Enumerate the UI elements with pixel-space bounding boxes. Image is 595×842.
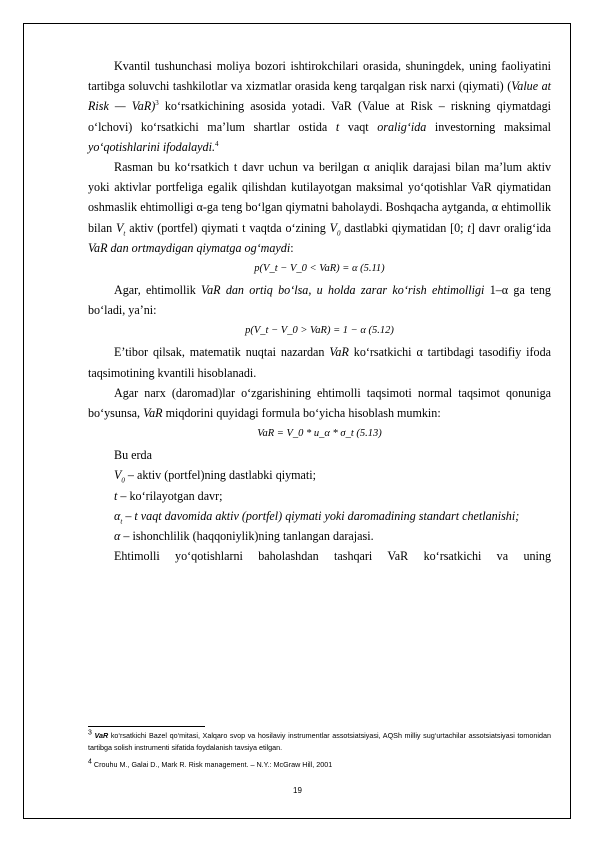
definition-v0: $V_0$ – aktiv (portfel)ning dastlabki qiymati; <box>114 468 316 485</box>
paragraph-3: Agar, ehtimollik VaR dan ortiq bo‘lsa, u holda zarar ko‘rish ehtimolligi 1–α ga teng bo‘ladi, ya’ni: <box>88 283 551 318</box>
page-number: 19 <box>293 786 302 795</box>
footnote-rule <box>88 726 205 727</box>
definition-alpha: α – ishonchlilik (haqqoniylik)ning tanlangan darajasi. <box>114 529 374 544</box>
paragraph-1: Kvantil tushunchasi moliya bozori ishtirokchilari orasida, shuningdek, uning faoliyatini tartibga soluvchi tashkilotlar va xizmatlar orasida keng tarqalgan risk narxi (qiymati) (Value at Risk — VaR)$^3$ ko‘rsatkichining asosida yotadi. VaR (Value at Risk – riskning qiymatdagi o‘lchovi) ko‘rsatkichi ma’lum shartlar ostida t vaqt oralig‘ida investorning maksimal yo‘qotishlarini ifodalaydi.$^4$ <box>88 59 552 154</box>
footnote-3: $^3$ VaR ko‘rsatkichi Bazel qo‘mitasi, Xalqaro svop va hosilaviy instrumentlar assotsiatsiyasi, AQSh milliy sug‘urtachilar assotsiatsiyasi tomonidan tartibga solish instrumenti sifatida foydalanish tavsiya etilgan. <box>88 729 551 752</box>
footnote-4: $^4$ Crouhu M., Galai D., Mark R. Risk management. – N.Y.: McGraw Hill, 2001 <box>88 758 333 769</box>
paragraph-4: E’tibor qilsak, matematik nuqtai nazardan VaR ko‘rsatkichi α tartibdagi tasodifiy ifoda taqsimotining kvantili hisoblanadi. <box>88 345 552 380</box>
definition-t: t – ko‘rilayotgan davr; <box>114 488 223 503</box>
paragraph-5: Agar narx (daromad)lar o‘zgarishining ehtimolli taqsimoti normal taqsimot qonuniga bo‘ysunsa, VaR miqdorini quyidagi formula bo‘yicha hisoblash mumkin: <box>88 385 551 421</box>
paragraph-2: Rasman bu ko‘rsatkich t davr uchun va berilgan α aniqlik darajasi bilan ma’lum aktiv yoki aktivlar portfeliga egalik qilishdan kutilayotgan maksimal yo‘qotishlar VaR qiymatidan oshmaslik ehtimolligi α-ga teng bo‘lgan qiymatni baholaydi. Boshqacha aytganda, α ehtimollik bilan $V_t$ aktiv (portfel) qiymati t vaqtda o‘zining $V_0$ dastlabki qiymatidan [0; t] davr oralig‘ida VaR dan ortmaydigan qiymatga og‘maydi: <box>88 160 551 255</box>
footnotes <box>88 726 551 777</box>
paragraph-where: Bu erda <box>114 448 152 463</box>
document-body <box>88 56 551 566</box>
paragraph-7: Ehtimolli yo‘qotishlarni baholashdan tashqari VaR ko‘rsatkichi va uning <box>114 549 551 564</box>
formula-5-12: p(V_t − V_0 > VaR) = 1 − α (5.12) <box>245 325 394 337</box>
formula-5-13: VaR = V_0 * u_α * σ_t (5.13) <box>257 428 382 440</box>
formula-5-11: p(V_t − V_0 < VaR) = α (5.11) <box>254 263 385 275</box>
definition-sigma: $\alpha_t$ – t vaqt davomida aktiv (portfel) qiymati yoki daromadining standart chetlanishi; <box>114 508 520 526</box>
